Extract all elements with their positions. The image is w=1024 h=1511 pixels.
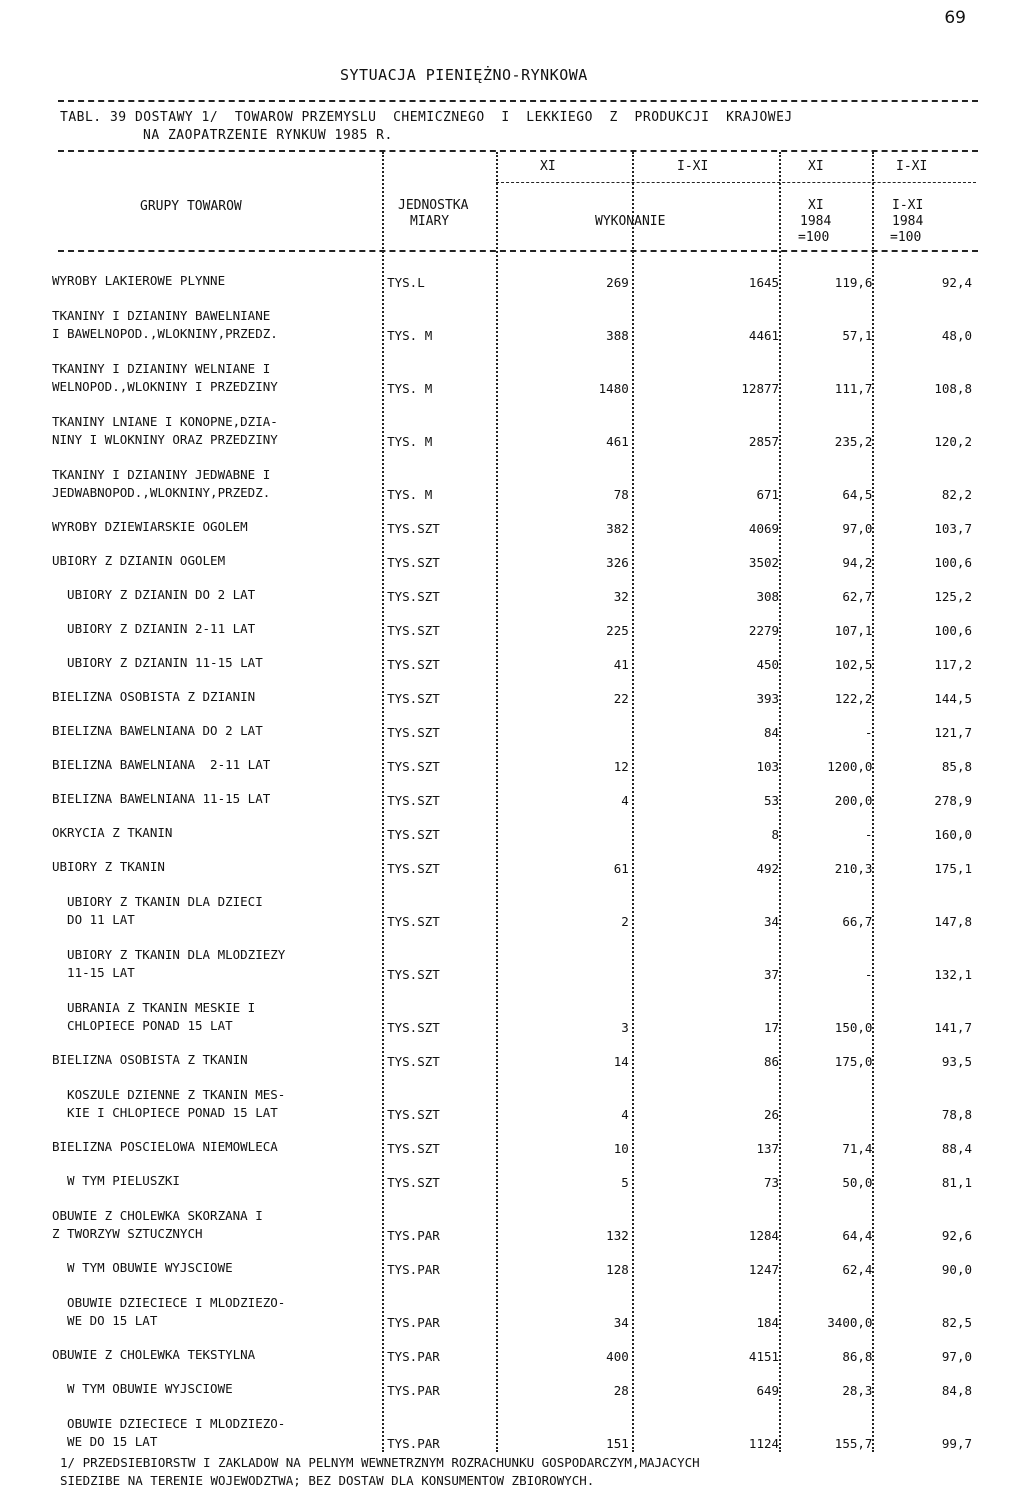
- row-i-xi-index: 82,5: [941, 1315, 972, 1330]
- table-title: TABL. 39 DOSTAWY 1/ TOWAROW PRZEMYSLU CHEMICZNEGO I LEKKIEGO Z PRODUKCJI KRAJOWEJ: [60, 110, 793, 125]
- table-row: [52, 1156, 972, 1190]
- row-i-xi-value: 308: [756, 589, 780, 604]
- row-i-xi-value: 4069: [748, 521, 780, 536]
- row-xi-index: 122,2: [834, 691, 873, 706]
- row-i-xi-value: 86: [763, 1054, 780, 1069]
- row-name: W TYM PIELUSZKI: [52, 1173, 180, 1188]
- header-execution: WYKONANIE: [595, 214, 666, 229]
- row-xi-value: 10: [613, 1141, 629, 1156]
- row-name: W TYM OBUWIE WYJSCIOWE: [52, 1260, 233, 1275]
- row-i-xi-index: 93,5: [941, 1054, 972, 1069]
- row-unit: TYS. M: [387, 434, 433, 449]
- row-unit: TYS.SZT: [387, 1054, 440, 1069]
- row-i-xi-value: 84: [763, 725, 780, 740]
- row-i-xi-index: 125,2: [934, 589, 972, 604]
- row-name: TKANINY LNIANE I KONOPNE,DZIA- NINY I WLOKNINY ORAZ PRZEDZINY: [52, 414, 278, 447]
- row-xi-index: 102,5: [834, 657, 873, 672]
- row-xi-value: 14: [613, 1054, 629, 1069]
- row-xi-value: 151: [606, 1436, 629, 1451]
- row-name: WYROBY DZIEWIARSKIE OGOLEM: [52, 519, 248, 534]
- row-xi-value: 4: [621, 1107, 629, 1122]
- row-i-xi-value: 1645: [748, 275, 780, 290]
- row-xi-index: 66,7: [842, 914, 873, 929]
- header-divider: [58, 250, 978, 252]
- table-row: [52, 604, 972, 638]
- table-row: [52, 638, 972, 672]
- table-row: [52, 774, 972, 808]
- row-xi-value: 3: [621, 1020, 629, 1035]
- header-subdivider: [496, 182, 976, 183]
- row-xi-value: 225: [606, 623, 629, 638]
- row-name: UBIORY Z DZIANIN OGOLEM: [52, 553, 226, 568]
- row-i-xi-value: 671: [756, 487, 780, 502]
- row-name: UBIORY Z DZIANIN DO 2 LAT: [52, 587, 256, 602]
- footnote-line-2: SIEDZIBE NA TERENIE WOJEWODZTWA; BEZ DOSTAW DLA KONSUMENTOW ZBIOROWYCH.: [60, 1473, 595, 1488]
- row-name: OBUWIE DZIECIECE I MLODZIEZO- WE DO 15 LAT: [67, 1416, 286, 1449]
- row-i-xi-index: 92,6: [941, 1228, 972, 1243]
- row-i-xi-value: 649: [756, 1383, 780, 1398]
- row-i-xi-index: 175,1: [934, 861, 972, 876]
- row-i-xi-index: 81,1: [941, 1175, 972, 1190]
- row-unit: TYS.SZT: [387, 827, 440, 842]
- row-xi-index: 97,0: [842, 521, 873, 536]
- row-unit: TYS.SZT: [387, 521, 440, 536]
- table-row: [52, 876, 972, 929]
- header-xi: XI: [540, 159, 556, 174]
- row-i-xi-value: 34: [763, 914, 780, 929]
- row-name: BIELIZNA POSCIELOWA NIEMOWLECA: [52, 1139, 278, 1154]
- row-i-xi-value: 8: [771, 827, 780, 842]
- row-i-xi-index: 90,0: [941, 1262, 972, 1277]
- row-xi-value: 61: [613, 861, 629, 876]
- row-xi-value: 461: [606, 434, 629, 449]
- row-xi-index: 235,2: [834, 434, 873, 449]
- row-i-xi-index: 117,2: [934, 657, 972, 672]
- row-xi-value: 382: [606, 521, 629, 536]
- row-i-xi-index: 99,7: [941, 1436, 972, 1451]
- row-unit: TYS.PAR: [387, 1436, 440, 1451]
- row-i-xi-value: 37: [763, 967, 780, 982]
- row-i-xi-value: 26: [763, 1107, 780, 1122]
- row-i-xi-index: 278,9: [934, 793, 972, 808]
- table-row: [52, 1190, 972, 1243]
- row-unit: TYS.SZT: [387, 657, 440, 672]
- row-xi-value: 78: [613, 487, 629, 502]
- row-unit: TYS.PAR: [387, 1228, 440, 1243]
- row-i-xi-index: 78,8: [941, 1107, 972, 1122]
- row-i-xi-value: 4461: [748, 328, 780, 343]
- row-unit: TYS.SZT: [387, 861, 440, 876]
- row-i-xi-value: 1247: [748, 1262, 780, 1277]
- header-unit-line1: JEDNOSTKA: [398, 198, 469, 213]
- row-i-xi-value: 12877: [741, 381, 780, 396]
- row-xi-index: -: [864, 725, 873, 740]
- row-name: UBIORY Z TKANIN DLA MLODZIEZY 11-15 LAT: [67, 947, 286, 980]
- table-row: [52, 502, 972, 536]
- row-unit: TYS.SZT: [387, 759, 440, 774]
- row-unit: TYS.SZT: [387, 967, 440, 982]
- row-xi-index: 111,7: [834, 381, 873, 396]
- header-unit-line2: MIARY: [410, 214, 450, 229]
- table-row: [52, 740, 972, 774]
- row-xi-value: 400: [606, 1349, 629, 1364]
- row-name: BIELIZNA OSOBISTA Z TKANIN: [52, 1052, 248, 1067]
- header-i-xi-2: I-XI: [896, 159, 928, 174]
- table-row: [52, 1069, 972, 1122]
- row-xi-index: 28,3: [842, 1383, 873, 1398]
- row-i-xi-value: 137: [756, 1141, 780, 1156]
- row-name: UBIORY Z DZIANIN 11-15 LAT: [52, 655, 263, 670]
- row-name: UBIORY Z TKANIN: [52, 859, 165, 874]
- row-i-xi-index: 100,6: [934, 555, 972, 570]
- row-xi-index: 86,8: [842, 1349, 873, 1364]
- row-xi-value: 1480: [598, 381, 629, 396]
- row-i-xi-index: 144,5: [934, 691, 972, 706]
- row-xi-value: 132: [606, 1228, 629, 1243]
- row-i-xi-index: 82,2: [941, 487, 972, 502]
- row-unit: TYS.SZT: [387, 914, 440, 929]
- header-base-1: =100: [798, 230, 830, 245]
- row-unit: TYS.SZT: [387, 1020, 440, 1035]
- row-name: BIELIZNA OSOBISTA Z DZIANIN: [52, 689, 256, 704]
- row-name: W TYM OBUWIE WYJSCIOWE: [52, 1381, 233, 1396]
- table-row: [52, 1035, 972, 1069]
- row-i-xi-index: 84,8: [941, 1383, 972, 1398]
- row-i-xi-value: 1124: [748, 1436, 780, 1451]
- header-year-1: 1984: [800, 214, 832, 229]
- row-name: OKRYCIA Z TKANIN: [52, 825, 173, 840]
- row-name: KOSZULE DZIENNE Z TKANIN MES- KIE I CHLOPIECE PONAD 15 LAT: [67, 1087, 286, 1120]
- row-i-xi-index: 160,0: [934, 827, 972, 842]
- row-name: TKANINY I DZIANINY BAWELNIANE I BAWELNOPOD.,WLOKNINY,PRZEDZ.: [52, 308, 278, 341]
- row-i-xi-index: 132,1: [934, 967, 972, 982]
- row-name: UBIORY Z DZIANIN 2-11 LAT: [52, 621, 256, 636]
- row-unit: TYS. M: [387, 487, 433, 502]
- header-xi-sub: XI: [808, 198, 824, 213]
- header-base-2: =100: [890, 230, 922, 245]
- row-xi-index: 210,3: [834, 861, 873, 876]
- row-name: TKANINY I DZIANINY JEDWABNE I JEDWABNOPOD.,WLOKNINY,PRZEDZ.: [52, 467, 271, 500]
- table-row: [52, 1122, 972, 1156]
- row-xi-value: [497, 706, 629, 740]
- row-name: OBUWIE Z CHOLEWKA TEKSTYLNA: [52, 1347, 256, 1362]
- row-unit: TYS.SZT: [387, 1107, 440, 1122]
- row-xi-index: 64,4: [842, 1228, 873, 1243]
- row-xi-index: -: [864, 967, 873, 982]
- table-row: [52, 672, 972, 706]
- supply-table: [52, 256, 972, 1451]
- row-xi-value: 28: [613, 1383, 629, 1398]
- header-groups: GRUPY TOWAROW: [140, 199, 242, 214]
- row-xi-index: 119,6: [834, 275, 873, 290]
- row-unit: TYS. M: [387, 328, 433, 343]
- row-xi-value: 269: [606, 275, 629, 290]
- row-name: WYROBY LAKIEROWE PLYNNE: [52, 273, 226, 288]
- row-i-xi-index: 92,4: [941, 275, 972, 290]
- row-i-xi-value: 17: [763, 1020, 780, 1035]
- table-row: [52, 536, 972, 570]
- row-xi-index: 57,1: [842, 328, 873, 343]
- row-xi-index: 1200,0: [827, 759, 873, 774]
- top-divider: [58, 100, 978, 102]
- table-row: [52, 1398, 972, 1451]
- row-i-xi-value: 450: [756, 657, 780, 672]
- row-name: TKANINY I DZIANINY WELNIANE I WELNOPOD.,WLOKNINY I PRZEDZINY: [52, 361, 278, 394]
- row-xi-value: [497, 808, 629, 842]
- row-i-xi-value: 73: [763, 1175, 780, 1190]
- row-name: UBIORY Z TKANIN DLA DZIECI DO 11 LAT: [67, 894, 263, 927]
- row-unit: TYS.PAR: [387, 1383, 440, 1398]
- footnote-line-1: 1/ PRZEDSIEBIORSTW I ZAKLADOW NA PELNYM WEWNETRZNYM ROZRACHUNKU GOSPODARCZYM,MAJACYCH: [60, 1455, 700, 1470]
- table-row: [52, 1330, 972, 1364]
- row-unit: TYS.SZT: [387, 589, 440, 604]
- row-xi-value: 32: [613, 589, 629, 604]
- table-row: [52, 290, 972, 343]
- row-xi-index: 94,2: [842, 555, 873, 570]
- row-i-xi-value: 393: [756, 691, 780, 706]
- header-i-xi-sub: I-XI: [892, 198, 924, 213]
- row-i-xi-value: 2857: [748, 434, 780, 449]
- row-unit: TYS.PAR: [387, 1349, 440, 1364]
- row-unit: TYS.L: [387, 275, 425, 290]
- row-unit: TYS.SZT: [387, 1175, 440, 1190]
- table-body: [52, 256, 972, 1451]
- row-xi-index: 3400,0: [827, 1315, 873, 1330]
- table-row: [52, 1364, 972, 1398]
- row-xi-index: [779, 1069, 872, 1122]
- table-row: [52, 1243, 972, 1277]
- row-xi-index: 150,0: [834, 1020, 873, 1035]
- header-year-2: 1984: [892, 214, 924, 229]
- row-i-xi-index: 97,0: [941, 1349, 972, 1364]
- row-i-xi-index: 100,6: [934, 623, 972, 638]
- table-row: [52, 570, 972, 604]
- row-xi-index: 62,4: [842, 1262, 873, 1277]
- row-i-xi-index: 85,8: [941, 759, 972, 774]
- row-unit: TYS.SZT: [387, 1141, 440, 1156]
- row-xi-index: 200,0: [834, 793, 873, 808]
- row-xi-index: -: [864, 827, 873, 842]
- table-title-continued: NA ZAOPATRZENIE RYNKUW 1985 R.: [143, 128, 393, 143]
- row-xi-index: 71,4: [842, 1141, 873, 1156]
- row-i-xi-value: 103: [756, 759, 780, 774]
- row-name: UBRANIA Z TKANIN MESKIE I CHLOPIECE PONAD 15 LAT: [67, 1000, 256, 1033]
- row-i-xi-value: 3502: [748, 555, 780, 570]
- row-i-xi-value: 184: [756, 1315, 780, 1330]
- row-unit: TYS.SZT: [387, 555, 440, 570]
- row-xi-value: [497, 929, 629, 982]
- row-xi-value: 41: [613, 657, 629, 672]
- row-xi-index: 107,1: [834, 623, 873, 638]
- row-i-xi-value: 4151: [748, 1349, 780, 1364]
- row-xi-index: 175,0: [834, 1054, 873, 1069]
- row-xi-value: 388: [606, 328, 629, 343]
- row-i-xi-value: 2279: [748, 623, 780, 638]
- row-i-xi-index: 108,8: [934, 381, 972, 396]
- row-xi-index: 64,5: [842, 487, 873, 502]
- row-name: OBUWIE DZIECIECE I MLODZIEZO- WE DO 15 LAT: [67, 1295, 286, 1328]
- row-name: BIELIZNA BAWELNIANA 11-15 LAT: [52, 791, 271, 806]
- row-unit: TYS.SZT: [387, 725, 440, 740]
- row-xi-value: 5: [621, 1175, 629, 1190]
- row-xi-value: 4: [621, 793, 629, 808]
- header-xi-2: XI: [808, 159, 824, 174]
- table-row: [52, 449, 972, 502]
- row-i-xi-index: 48,0: [941, 328, 972, 343]
- row-xi-index: 155,7: [834, 1436, 873, 1451]
- row-xi-value: 22: [613, 691, 629, 706]
- row-i-xi-index: 121,7: [934, 725, 972, 740]
- table-row: [52, 982, 972, 1035]
- table-row: [52, 842, 972, 876]
- row-name: BIELIZNA BAWELNIANA 2-11 LAT: [52, 757, 271, 772]
- row-i-xi-index: 88,4: [941, 1141, 972, 1156]
- row-i-xi-index: 147,8: [934, 914, 972, 929]
- row-xi-index: 62,7: [842, 589, 873, 604]
- row-xi-value: 128: [606, 1262, 629, 1277]
- row-xi-value: 326: [606, 555, 629, 570]
- row-i-xi-value: 492: [756, 861, 780, 876]
- table-row: [52, 1277, 972, 1330]
- row-i-xi-index: 141,7: [934, 1020, 972, 1035]
- row-xi-value: 12: [613, 759, 629, 774]
- row-i-xi-value: 53: [763, 793, 780, 808]
- row-unit: TYS.SZT: [387, 623, 440, 638]
- title-divider: [58, 150, 978, 152]
- row-xi-index: 50,0: [842, 1175, 873, 1190]
- table-row: [52, 706, 972, 740]
- row-unit: TYS.SZT: [387, 691, 440, 706]
- row-i-xi-index: 103,7: [934, 521, 972, 536]
- table-row: [52, 343, 972, 396]
- row-unit: TYS.PAR: [387, 1315, 440, 1330]
- table-row: [52, 396, 972, 449]
- row-i-xi-value: 1284: [748, 1228, 780, 1243]
- row-unit: TYS.PAR: [387, 1262, 440, 1277]
- header-i-xi: I-XI: [677, 159, 709, 174]
- row-xi-value: 34: [613, 1315, 629, 1330]
- table-row: [52, 929, 972, 982]
- section-title: SYTUACJA PIENIĘŻNO-RYNKOWA: [340, 66, 588, 84]
- row-name: OBUWIE Z CHOLEWKA SKORZANA I Z TWORZYW SZTUCZNYCH: [52, 1208, 263, 1241]
- page-number: 69: [944, 8, 966, 28]
- table-row: [52, 808, 972, 842]
- row-unit: TYS.SZT: [387, 793, 440, 808]
- row-name: BIELIZNA BAWELNIANA DO 2 LAT: [52, 723, 263, 738]
- table-row: [52, 256, 972, 290]
- row-xi-value: 2: [621, 914, 629, 929]
- row-i-xi-index: 120,2: [934, 434, 972, 449]
- row-unit: TYS. M: [387, 381, 433, 396]
